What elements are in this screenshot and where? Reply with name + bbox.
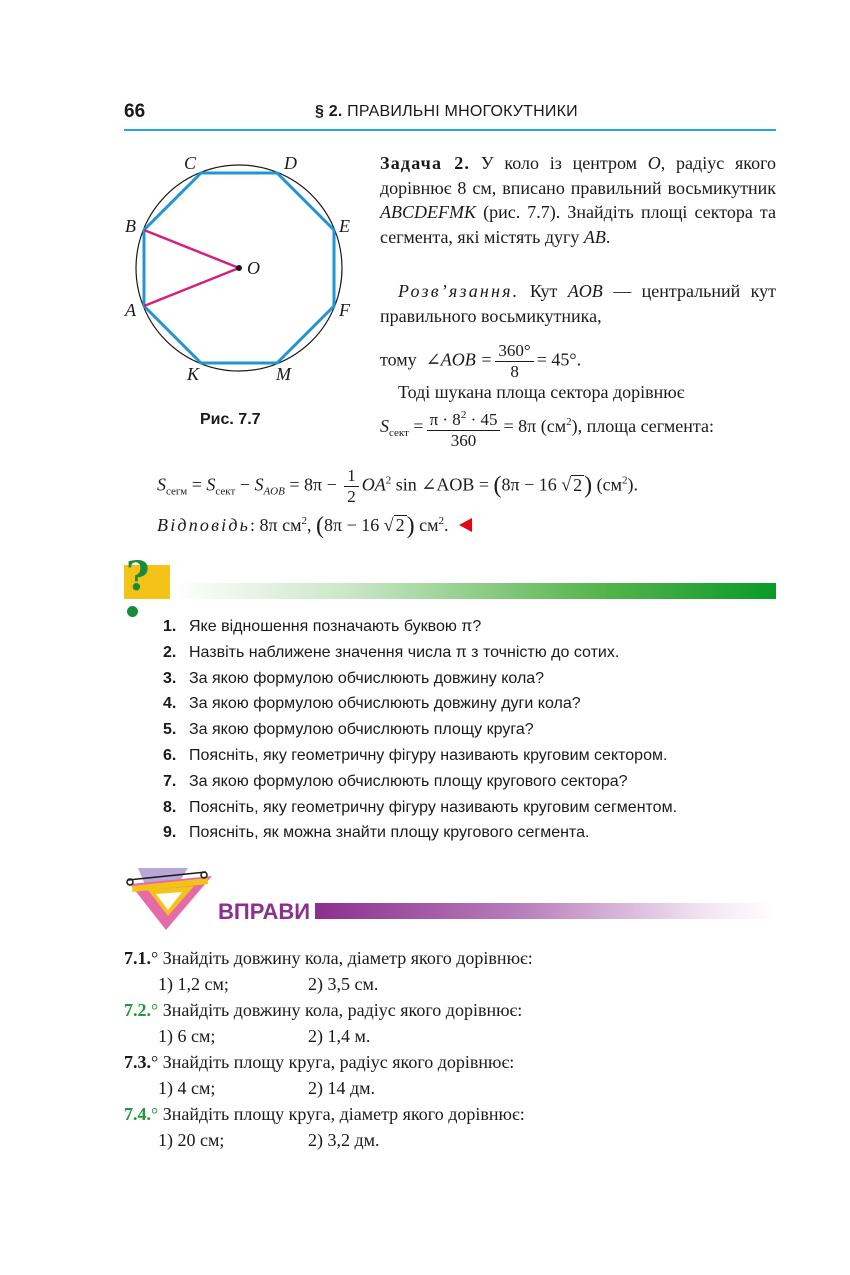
exercise-options — [124, 1075, 514, 1101]
question-item — [163, 795, 677, 821]
answer-label: Відповідь — [157, 515, 251, 535]
figure-caption: Рис. 7.7 — [200, 411, 261, 428]
label-a: A — [125, 300, 136, 320]
question-item — [163, 769, 677, 795]
task-text-3: (рис. 7.7). Знайдіть площі сектора та сегмента, які містять дугу — [380, 202, 776, 247]
exercise-statement — [124, 1049, 514, 1075]
exercise-number: 7.1. — [124, 948, 151, 968]
solution-label: Розв’язання. — [398, 281, 520, 301]
angle-result: = 45°. — [536, 349, 582, 370]
question-text: За якою формулою обчислюють площу круга? — [189, 721, 534, 739]
question-item — [163, 666, 677, 692]
solution-para-2 — [380, 380, 776, 405]
question-item — [163, 717, 677, 743]
exercise-option-2: 2) 14 дм. — [308, 1078, 376, 1098]
control-questions-list — [163, 614, 677, 846]
label-b: B — [125, 216, 136, 236]
s-letter: S — [380, 416, 389, 437]
solution-para-1 — [380, 279, 776, 328]
question-item — [163, 743, 677, 769]
answer-line: Відповідь: 8π $см^2$, (8π − 16 √ 2) $см^2$. — [157, 513, 472, 540]
section-name: ПРАВИЛЬНІ МНОГОКУТНИКИ — [347, 103, 578, 120]
question-text: Поясніть, яку геометричну фігуру називають круговим сегментом. — [189, 798, 678, 816]
label-k: K — [187, 364, 200, 384]
task-polygon: ABCDEFMK — [380, 202, 476, 222]
end-of-solution-icon — [459, 518, 472, 532]
angle-frac-num: 360° — [495, 341, 533, 362]
question-number: 1. — [163, 618, 177, 635]
questions-divider-bar — [172, 583, 776, 599]
exercise-item — [124, 997, 522, 1049]
question-item — [163, 820, 677, 846]
angle-expr: ∠AOB = — [425, 349, 493, 370]
question-number: 7. — [163, 772, 177, 790]
question-item — [163, 614, 677, 640]
question-text: Поясніть, як можна знайти площу кругового сегмента. — [189, 824, 590, 842]
radius-oa — [144, 268, 239, 306]
sector-frac-num: $\pi \cdot 8^2 \cdot 45$ — [427, 405, 501, 431]
question-number: 3. — [163, 669, 177, 687]
question-text: За якою формулою обчислюють площу кругового сектора? — [189, 772, 628, 790]
solution-angle-formula — [380, 341, 581, 382]
task-lead: Задача 2. — [380, 153, 471, 173]
question-text: Назвіть наближене значення числа π з точністю до сотих. — [189, 643, 620, 661]
exercise-number: 7.3. — [124, 1052, 151, 1072]
task-arc: AB — [583, 226, 606, 247]
angle-frac-den: 8 — [510, 362, 519, 381]
exercise-level-mark: ° — [151, 1000, 159, 1020]
angle-fraction — [495, 341, 533, 382]
exercise-item — [124, 945, 533, 997]
exercise-option-1: 1) 6 см; — [158, 1026, 216, 1046]
question-text: Яке відношення позначають буквою π? — [189, 618, 482, 635]
sector-frac-den: 360 — [450, 431, 477, 450]
task-2 — [380, 151, 776, 249]
exercise-option-2: 2) 3,2 дм. — [308, 1130, 380, 1150]
solution-text-3: Тоді шукана площа сектора дорівнює — [398, 382, 685, 402]
solution-text-1: Кут — [519, 281, 568, 301]
exercises-divider-bar — [315, 903, 776, 919]
exercise-item — [124, 1101, 525, 1153]
sector-result: = 8π $(см^2)$, площа сегмента: — [503, 416, 715, 437]
exercises-title: ВПРАВИ — [218, 899, 311, 924]
task-text-4: . — [605, 226, 611, 247]
exercise-level-mark: ° — [151, 948, 159, 968]
exercise-text: Знайдіть довжину кола, діаметр якого дорівнює: — [158, 948, 533, 968]
task-text-1: У коло із центром — [470, 153, 648, 173]
figure-octagon — [118, 150, 368, 390]
task-center: O — [647, 153, 661, 173]
question-text: За якою формулою обчислюють довжину дуги кола? — [189, 695, 581, 713]
solution-text-2: — центральний кут правильного восьмикутника, — [380, 281, 776, 326]
section-number: § 2. — [315, 103, 343, 120]
task-text-2: , радіус якого дорівнює 8 см, вписано правильний восьмикутник — [380, 153, 776, 198]
exercise-option-2: 2) 1,4 м. — [308, 1026, 371, 1046]
question-number: 8. — [163, 798, 177, 816]
question-mark-icon: ? — [124, 565, 170, 619]
exercise-text: Знайдіть довжину кола, радіус якого дорівнює: — [158, 1000, 523, 1020]
radius-ob — [144, 230, 239, 268]
exercise-options — [124, 1127, 525, 1153]
question-text: Поясніть, яку геометричну фігуру називають круговим сектором. — [189, 746, 668, 764]
exercise-statement — [124, 997, 522, 1023]
exercise-option-1: 1) 4 см; — [158, 1078, 216, 1098]
exercise-text: Знайдіть площу круга, діаметр якого дорівнює: — [158, 1104, 525, 1124]
page-number: 66 — [124, 101, 146, 122]
question-number: 2. — [163, 643, 177, 661]
label-o: O — [247, 258, 260, 278]
question-item — [163, 691, 677, 717]
exercise-item — [124, 1049, 514, 1101]
exercise-number: 7.2. — [124, 1000, 151, 1020]
s-sub: сект — [389, 427, 409, 440]
question-text: За якою формулою обчислюють довжину кола? — [189, 669, 545, 687]
half-fraction: $\frac{1}{2}$ — [344, 466, 359, 507]
label-e: E — [339, 216, 350, 236]
label-d: D — [284, 153, 297, 173]
section-title — [315, 103, 578, 121]
label-m: M — [276, 364, 291, 384]
tomu-word: тому — [380, 349, 417, 370]
exercise-level-mark: ° — [151, 1052, 159, 1072]
exercise-options — [124, 971, 533, 997]
exercise-level-mark: ° — [151, 1104, 159, 1124]
sector-area-formula — [380, 405, 714, 451]
solution-angle: AOB — [567, 281, 603, 301]
exercise-options — [124, 1023, 522, 1049]
header-rule — [124, 129, 776, 131]
exercise-number: 7.4. — [124, 1104, 151, 1124]
exercise-option-1: 1) 20 см; — [158, 1130, 225, 1150]
exercise-statement — [124, 945, 533, 971]
question-number: 4. — [163, 695, 177, 713]
exercise-statement — [124, 1101, 525, 1127]
label-f: F — [339, 300, 350, 320]
ruler-triangle-icon — [124, 860, 219, 935]
question-number: 5. — [163, 721, 177, 739]
sector-fraction — [427, 405, 501, 451]
center-point — [236, 265, 242, 271]
exercise-text: Знайдіть площу круга, радіус якого дорівнює: — [158, 1052, 515, 1072]
segment-area-formula: $S_{сегм} = S_{сект} - S_{AOB} = 8\pi$ − $\frac{1}{2}$ $OA^2$ sin ∠AOB = (8π − 16 √ 2) $(см^2)$. — [157, 466, 638, 506]
question-number: 6. — [163, 746, 177, 764]
s-eq: = — [413, 416, 424, 437]
question-number: 9. — [163, 824, 177, 842]
exercise-option-1: 1) 1,2 см; — [158, 974, 229, 994]
question-item — [163, 640, 677, 666]
exercise-option-2: 2) 3,5 см. — [308, 974, 379, 994]
label-c: C — [184, 153, 197, 173]
